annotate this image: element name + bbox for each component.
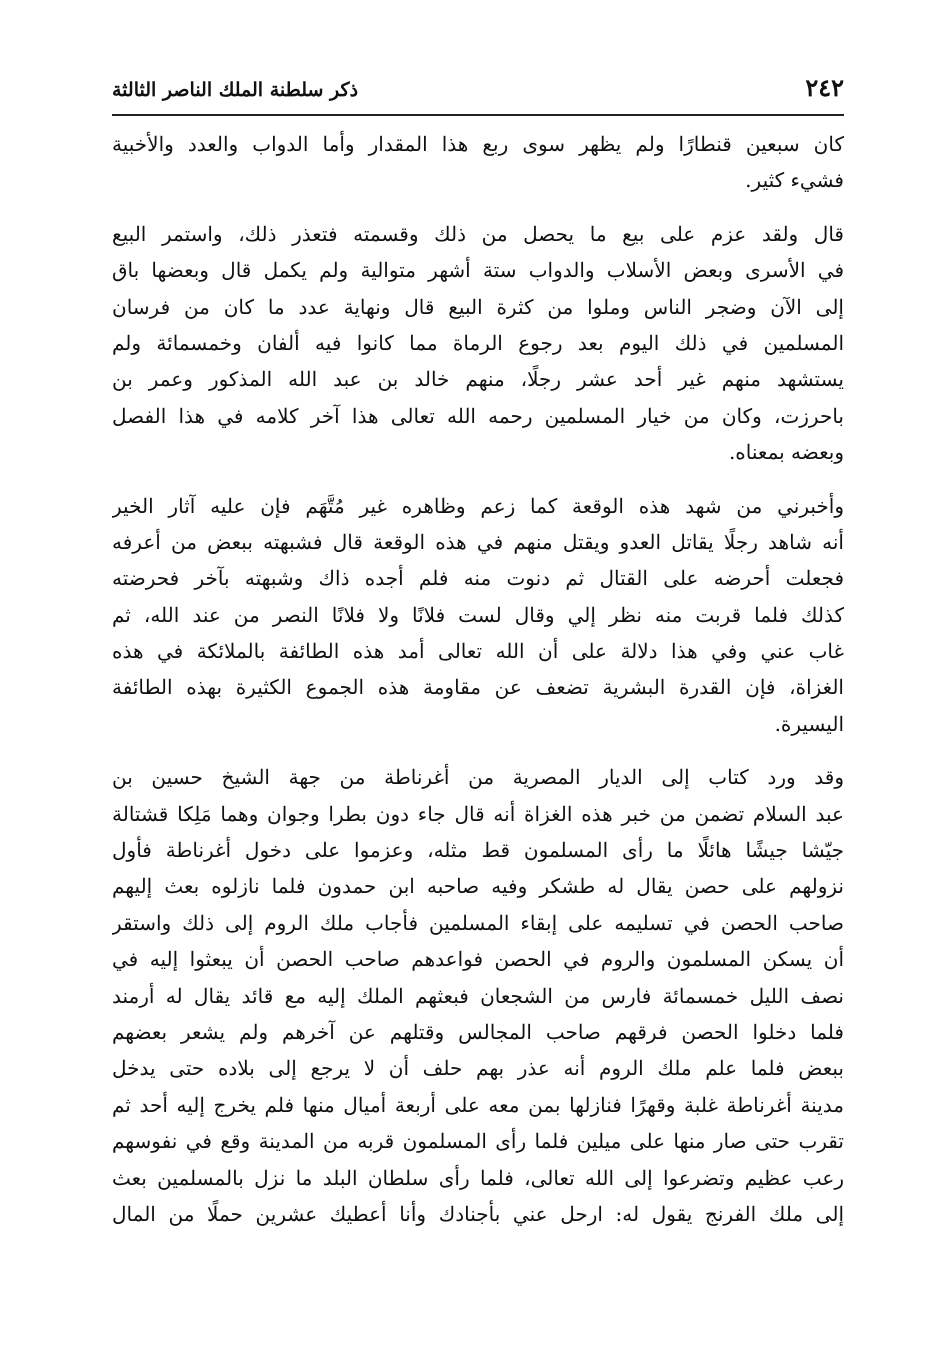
text-line: مدينة أغرناطة غلبة وقهرًا فنازلها بمن معه على أربعة أميال منها فلم يخرج إليه أحد ثم bbox=[112, 1092, 844, 1117]
text-line: إلى الآن وضجر الناس وملوا من كثرة البيع قال ونهاية عدد ما كان من فرسان bbox=[112, 294, 844, 319]
chapter-title: ذكر سلطنة الملك الناصر الثالثة bbox=[112, 79, 359, 101]
text-line: فشيء كثير. bbox=[745, 168, 844, 193]
text-line: يستشهد منهم غير أحد عشر رجلًا، منهم خالد بن عبد الله المذكور وعمر بن bbox=[112, 367, 844, 392]
text-line: أن يسكن المسلمون والروم في الحصن فواعدهم صاحب الحصن أن يبعثوا إليه في bbox=[112, 947, 844, 972]
text-line: باحرزت، وكان من خيار المسلمين رحمه الله تعالى هذا آخر كلامه في هذا الفصل bbox=[112, 403, 844, 428]
text-line: تقرب حتى صار منها على ميلين فلما رأى المسلمون قربه من المدينة وقع في نفوسهم bbox=[112, 1129, 844, 1154]
text-line: غاب عني وفي هذا دلالة على أن الله تعالى أمد هذه الطائفة بالملائكة في هذه bbox=[112, 639, 844, 664]
text-line: الغزاة، فإن القدرة البشرية تضعف عن مقاومة هذه الجموع الكثيرة بهذه الطائفة bbox=[112, 675, 844, 700]
text-line: رعب عظيم وتضرعوا إلى الله تعالى، فلما رأى سلطان البلد ما نزل بالمسلمين بعث bbox=[112, 1165, 844, 1190]
text-line: ببعض فلما علم ملك الروم أنه عذر بهم حلف أن لا يرجع إلى بلاده حتى يدخل bbox=[112, 1056, 844, 1081]
text-line: عبد السلام تضمن من خبر هذه الغزاة أنه قال جاء دون بطرا وجوان وهما مَلِكا قشتالة bbox=[112, 801, 844, 826]
paragraph-4 bbox=[112, 759, 844, 1232]
text-line: إلى ملك الفرنج يقول له: ارحل عني بأجنادك وأنا أعطيك عشرين حملًا من المال bbox=[112, 1201, 844, 1226]
text-line: فلما دخلوا الحصن فرقهم صاحب المجالس وقتلهم عن آخرهم ولم يشعر بعضهم bbox=[112, 1019, 844, 1044]
text-line: أنه شاهد رجلًا يقاتل العدو ويقتل منهم في هذه الوقعة قال فشبهته ببعض من أعرفه bbox=[112, 529, 844, 554]
text-line: وبعضه بمعناه. bbox=[728, 440, 844, 465]
text-line: نصف الليل خمسمائة فارس من الشجعان فبعثهم الملك إليه مع قائد يقال له أرمند bbox=[112, 983, 844, 1008]
header-divider bbox=[112, 114, 844, 116]
text-line: كذلك فلما قربت منه نظر إلي وقال لست فلانًا ولا فلانًا النصر من عند الله، ثم bbox=[112, 602, 844, 627]
text-line: اليسيرة. bbox=[774, 711, 844, 736]
text-line: كان سبعين قنطارًا ولم يظهر سوى ربع هذا المقدار وأما الدواب والعدد والأخبية bbox=[112, 132, 844, 156]
paragraph-1 bbox=[112, 126, 844, 199]
text-line: في الأسرى وبعض الأسلاب والدواب ستة أشهر متوالية ولم يكمل قال وبعضها باق bbox=[112, 258, 844, 283]
text-line: صاحب الحصن في تسليمه على إبقاء المسلمين فأجاب ملك الروم إلى ذلك واستقر bbox=[112, 910, 844, 935]
paragraph-2 bbox=[112, 216, 844, 471]
page-number: ٢٤٢ bbox=[805, 73, 844, 102]
running-header bbox=[112, 70, 844, 106]
text-line: وأخبرني من شهد هذه الوقعة كما زعم وظاهره غير مُتَّهَم فإن عليه آثار الخير bbox=[112, 493, 844, 518]
paragraph-3 bbox=[112, 488, 844, 743]
text-line: نزولهم على حصن يقال له طشكر وفيه صاحبه ابن حمدون فلما نازلوه بعث إليهم bbox=[112, 874, 844, 899]
text-line: فجعلت أحرضه على القتال ثم دنوت منه فلم أجده ذاك وشبهته بآخر فحرضته bbox=[112, 566, 844, 591]
text-line: قال ولقد عزم على بيع ما يحصل من ذلك وقسمته فتعذر ذلك، واستمر البيع bbox=[112, 221, 844, 246]
text-line: المسلمين في ذلك اليوم بعد رجوع الرماة مما كانوا فيه ألفان وخمسمائة ولم bbox=[112, 330, 844, 355]
body-text bbox=[112, 126, 844, 1249]
text-line: وقد ورد كتاب إلى الديار المصرية من أغرناطة من جهة الشيخ حسين بن bbox=[112, 765, 844, 790]
text-line: جيّشا جيشًا هائلًا ما رأى المسلمون قط مثله، وعزموا على دخول أغرناطة فأول bbox=[112, 838, 844, 863]
